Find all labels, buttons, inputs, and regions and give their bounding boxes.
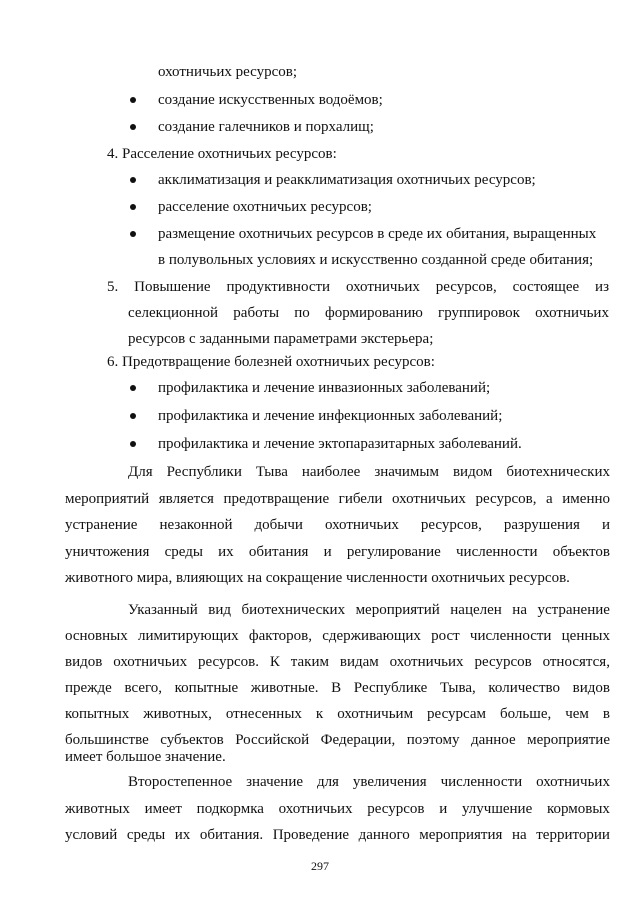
list-heading: 4. Расселение охотничьих ресурсов:: [107, 146, 337, 162]
paragraph-line: имеет большое значение.: [65, 749, 226, 765]
list-heading-continuation: селекционной работы по формированию группировок охотничьих: [128, 305, 609, 321]
list-item: создание галечников и порхалищ;: [158, 119, 374, 135]
bullet-icon: [130, 124, 136, 130]
paragraph-line: видов охотничьих ресурсов. К таким видам охотничьих ресурсов относятся,: [65, 654, 610, 670]
list-item: профилактика и лечение инвазионных заболеваний;: [158, 380, 491, 396]
bullet-icon: [130, 413, 136, 419]
paragraph-line: большинстве субъектов Российской Федерации, поэтому данное мероприятие: [65, 732, 610, 748]
paragraph-line: уничтожения среды их обитания и регулирование численности объектов: [65, 544, 610, 560]
list-item: профилактика и лечение инфекционных заболеваний;: [158, 408, 503, 424]
paragraph-line: мероприятий является предотвращение гибели охотничьих ресурсов, а именно: [65, 491, 610, 507]
bullet-icon: [130, 177, 136, 183]
list-item: профилактика и лечение эктопаразитарных заболеваний.: [158, 436, 522, 452]
list-item: размещение охотничьих ресурсов в среде их обитания, выращенных: [158, 226, 597, 242]
paragraph-line: условий среды их обитания. Проведение данного мероприятия на территории: [65, 827, 610, 843]
list-heading: 6. Предотвращение болезней охотничьих ресурсов:: [107, 354, 435, 370]
list-item: расселение охотничьих ресурсов;: [158, 199, 372, 215]
paragraph-line: Для Республики Тыва наиболее значимым видом биотехнических: [128, 464, 610, 480]
list-heading: 5. Повышение продуктивности охотничьих ресурсов, состоящее из: [107, 279, 609, 295]
list-item: акклиматизация и реакклиматизация охотничьих ресурсов;: [158, 172, 536, 188]
paragraph-line: прежде всего, копытные животные. В Республике Тыва, количество видов: [65, 680, 610, 696]
bullet-icon: [130, 97, 136, 103]
bullet-icon: [130, 231, 136, 237]
paragraph-line: копытных животных, отнесенных к охотничьим ресурсам больше, чем в: [65, 706, 610, 722]
bullet-icon: [130, 204, 136, 210]
paragraph-line: Указанный вид биотехнических мероприятий нацелен на устранение: [128, 602, 610, 618]
text-line: охотничьих ресурсов;: [158, 64, 298, 80]
list-item: создание искусственных водоёмов;: [158, 92, 383, 108]
paragraph-line: устранение незаконной добычи охотничьих ресурсов, разрушения и: [65, 517, 610, 533]
bullet-icon: [130, 385, 136, 391]
list-heading-continuation: ресурсов с заданными параметрами экстерьера;: [128, 331, 434, 347]
paragraph-line: животного мира, влияющих на сокращение численности охотничьих ресурсов.: [65, 570, 570, 586]
paragraph-line: животных имеет подкормка охотничьих ресурсов и улучшение кормовых: [65, 801, 610, 817]
paragraph-line: основных лимитирующих факторов, сдерживающих рост численности ценных: [65, 628, 610, 644]
list-item-continuation: в полувольных условиях и искусственно созданной среде обитания;: [158, 252, 594, 268]
page-number: 297: [311, 859, 329, 873]
paragraph-line: Второстепенное значение для увеличения численности охотничьих: [128, 774, 610, 790]
bullet-icon: [130, 441, 136, 447]
